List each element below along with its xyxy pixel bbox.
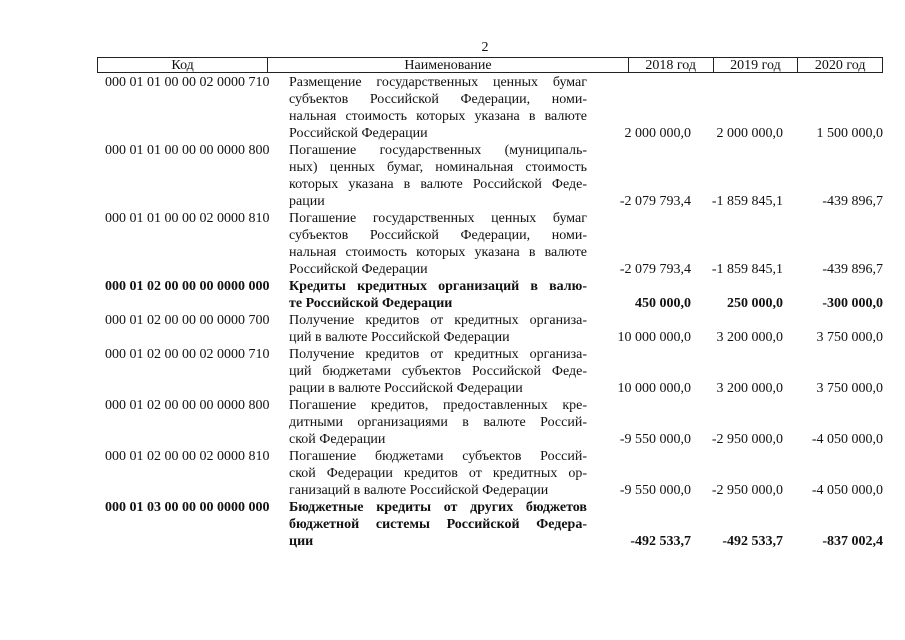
row-name: [289, 278, 587, 312]
header-2019: 2019 год: [713, 58, 798, 72]
row-name: [289, 312, 587, 346]
value-2019: 3 200 000,0: [716, 381, 783, 396]
value-2020: 3 750 000,0: [816, 381, 883, 396]
row-name-line: бюджетной системы Российской Федера-: [289, 517, 587, 532]
value-2019: 2 000 000,0: [716, 126, 783, 141]
row-name-line: Погашение бюджетами субъектов Россий-: [289, 449, 587, 464]
row-name: [289, 346, 587, 397]
value-2018: 10 000 000,0: [617, 330, 691, 345]
row-name: [289, 142, 587, 210]
row-code: 000 01 02 00 00 00 0000 800: [105, 398, 270, 413]
row-name-line: Погашение кредитов, предоставленных кре-: [289, 398, 587, 413]
row-name: [289, 397, 587, 448]
row-name-line: субъектов Российской Федерации, номи-: [289, 228, 587, 243]
row-name-line: ской Федерации: [289, 432, 386, 447]
table-row: [97, 499, 883, 550]
row-name-line: ных) ценных бумаг, номинальная стоимость: [289, 160, 587, 175]
value-2018: -492 533,7: [630, 534, 691, 549]
value-2020: 3 750 000,0: [816, 330, 883, 345]
table-row: [97, 142, 883, 210]
value-2019: -1 859 845,1: [711, 194, 783, 209]
row-name-line: дитными организациями в валюте Россий-: [289, 415, 587, 430]
row-name: [289, 210, 587, 278]
row-code: 000 01 02 00 00 02 0000 810: [105, 449, 270, 464]
value-2018: 10 000 000,0: [617, 381, 691, 396]
row-name: [289, 74, 587, 142]
row-name-line: нальная стоимость которых указана в валюте: [289, 245, 587, 260]
header-code: Код: [171, 58, 194, 73]
value-2018: 450 000,0: [635, 296, 691, 311]
row-code: 000 01 01 00 00 02 0000 810: [105, 211, 270, 226]
row-name-line: нальная стоимость которых указана в валюте: [289, 109, 587, 124]
row-code: 000 01 02 00 00 00 0000 700: [105, 313, 270, 328]
row-name-line: субъектов Российской Федерации, номи-: [289, 92, 587, 107]
table-row: [97, 74, 883, 142]
row-name-line: Получение кредитов от кредитных организа-: [289, 313, 587, 328]
row-name: [289, 448, 587, 499]
value-2018: 2 000 000,0: [624, 126, 691, 141]
row-code: 000 01 01 00 00 02 0000 710: [105, 75, 270, 90]
table-row: [97, 278, 883, 312]
value-2018: -9 550 000,0: [619, 432, 691, 447]
row-name-line: Размещение государственных ценных бумаг: [289, 75, 587, 90]
value-2020: -837 002,4: [822, 534, 883, 549]
row-code: 000 01 02 00 00 00 0000 000: [105, 279, 270, 294]
header-2018: 2018 год: [628, 58, 713, 72]
value-2020: 1 500 000,0: [816, 126, 883, 141]
row-name-line: Российской Федерации: [289, 126, 428, 141]
row-name-line: ций в валюте Российской Федерации: [289, 330, 510, 345]
row-name: [289, 499, 587, 550]
value-2018: -2 079 793,4: [619, 194, 691, 209]
value-2020: -4 050 000,0: [811, 432, 883, 447]
page-number: 2: [481, 40, 489, 55]
row-name-line: Получение кредитов от кредитных организа-: [289, 347, 587, 362]
row-name-line: ской Федерации кредитов от кредитных ор-: [289, 466, 587, 481]
value-2019: -2 950 000,0: [711, 432, 783, 447]
row-name-line: Российской Федерации: [289, 262, 428, 277]
row-name-line: Бюджетные кредиты от других бюджетов: [289, 500, 587, 515]
row-name-line: рации: [289, 194, 325, 209]
row-code: 000 01 02 00 00 02 0000 710: [105, 347, 270, 362]
value-2020: -4 050 000,0: [811, 483, 883, 498]
table-row: [97, 397, 883, 448]
value-2019: -492 533,7: [722, 534, 783, 549]
row-name-line: ганизаций в валюте Российской Федерации: [289, 483, 549, 498]
row-name-line: Кредиты кредитных организаций в валю-: [289, 279, 587, 294]
value-2019: 3 200 000,0: [716, 330, 783, 345]
value-2019: -2 950 000,0: [711, 483, 783, 498]
table-header: [97, 57, 883, 73]
row-code: 000 01 01 00 00 00 0000 800: [105, 143, 270, 158]
table-row: [97, 346, 883, 397]
value-2020: -439 896,7: [822, 262, 883, 277]
row-name-line: ций бюджетами субъектов Российской Феде-: [289, 364, 587, 379]
value-2020: -300 000,0: [822, 296, 883, 311]
table-row: [97, 312, 883, 346]
value-2018: -9 550 000,0: [619, 483, 691, 498]
row-code: 000 01 03 00 00 00 0000 000: [105, 500, 270, 515]
header-name: Наименование: [267, 58, 628, 72]
value-2020: -439 896,7: [822, 194, 883, 209]
table-body: [97, 74, 883, 550]
row-name-line: Погашение государственных (муниципаль-: [289, 143, 587, 158]
row-name-line: ции: [289, 534, 314, 549]
value-2019: 250 000,0: [727, 296, 783, 311]
table-row: [97, 210, 883, 278]
value-2019: -1 859 845,1: [711, 262, 783, 277]
row-name-line: те Российской Федерации: [289, 296, 453, 311]
row-name-line: рации в валюте Российской Федерации: [289, 381, 523, 396]
table-row: [97, 448, 883, 499]
row-name-line: которых указана в валюте Российской Феде-: [289, 177, 587, 192]
header-2020: 2020 год: [797, 58, 882, 72]
row-name-line: Погашение государственных ценных бумаг: [289, 211, 587, 226]
value-2018: -2 079 793,4: [619, 262, 691, 277]
